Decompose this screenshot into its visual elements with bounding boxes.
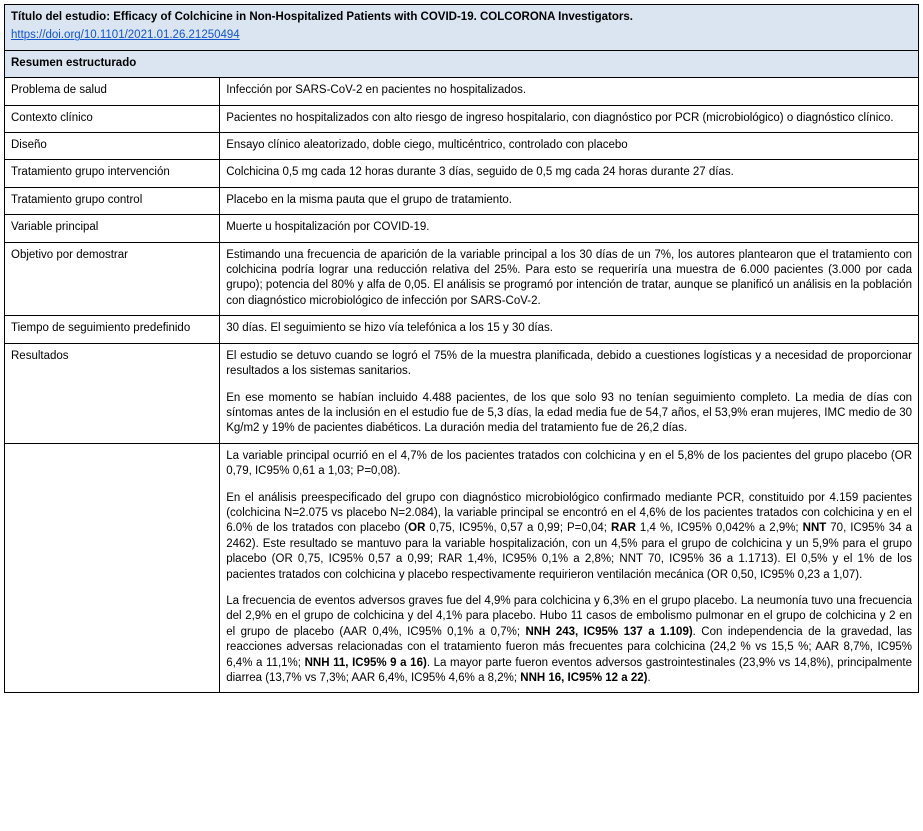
table-row xyxy=(5,443,919,693)
row-label-problema-de-salud: Problema de salud xyxy=(5,78,220,105)
row-content-problema-de-salud xyxy=(220,78,919,105)
table-row-title xyxy=(5,5,919,51)
paragraph: Placebo en la misma pauta que el grupo de tratamiento. xyxy=(226,193,512,206)
table-row xyxy=(5,187,919,214)
table-row-section-heading xyxy=(5,50,919,77)
text-run: . xyxy=(647,672,651,684)
paragraph: 30 días. El seguimiento se hizo vía telefónica a los 15 y 30 días. xyxy=(226,322,553,335)
table-row xyxy=(5,215,919,242)
study-title-cell xyxy=(5,5,919,51)
table-row xyxy=(5,316,919,343)
paragraph: La variable principal ocurrió en el 4,7% de los pacientes tratados con colchicina y en el 5,8% de los pacientes del grupo placebo (OR 0,79, IC95% 0,61 a 1,03; P=0,08). xyxy=(226,449,912,478)
text-run: En el análisis preespecificado del grupo con diagnóstico microbiológico confirmado mediante PCR, constituido por 4.159 pacientes (colchicina N=2.075 vs placebo N=2.084), la variable principal se encontró en el 4,6% de los pacientes tratados con colchicina y en el 6.0% de los tratados con placebo ( xyxy=(226,491,912,535)
text-run-bold: OR xyxy=(408,522,426,535)
structured-summary-table xyxy=(4,4,919,693)
row-label-tratamiento-grupo-control: Tratamiento grupo control xyxy=(5,187,220,214)
table-row xyxy=(5,343,919,443)
paragraph xyxy=(226,594,912,686)
table-row xyxy=(5,105,919,132)
section-heading-cell: Resumen estructurado xyxy=(5,50,919,77)
row-content-resultados xyxy=(220,343,919,443)
row-label-contexto-clinico: Contexto clínico xyxy=(5,105,220,132)
doi-link[interactable]: https://doi.org/10.1101/2021.01.26.21250494 xyxy=(11,29,240,42)
paragraph xyxy=(226,491,912,583)
row-content-resultados-continued xyxy=(220,443,919,693)
row-label-objetivo-por-demostrar: Objetivo por demostrar xyxy=(5,242,220,316)
paragraph: Estimando una frecuencia de aparición de la variable principal a los 30 días de un 7%, los autores plantearon que el tratamiento con colchicina podría lograr una reducción relativa del 25%. Para esto se requeriría una muestra de 6.000 pacientes (3.000 por cada grupo); potencia del 80% y alfa de 0,05. El análisis se programó por intención de tratar, aunque se planificó un análisis en la población con diagnóstico microbiológico de infección por SARS-CoV-2. xyxy=(226,248,912,307)
text-run-bold: NNT xyxy=(802,522,827,535)
paragraph: Ensayo clínico aleatorizado, doble ciego, multicéntrico, controlado con placebo xyxy=(226,139,628,152)
table-row xyxy=(5,160,919,187)
text-run-bold: NNH 11, IC95% 9 a 16) xyxy=(304,656,427,669)
text-run-bold: NNH 243, IC95% 137 a 1.109) xyxy=(525,625,693,638)
text-run: . Con independencia de la gravedad, las reacciones adversas relacionadas con el tratamiento fueron más frecuentes para colchicina (24,2 % vs 15,5 %; AAR 8,7%, IC95% 6,4% a 11,1%; xyxy=(226,625,913,669)
table-row xyxy=(5,78,919,105)
row-content-tratamiento-grupo-intervencion xyxy=(220,160,919,187)
row-label-resultados-continued xyxy=(5,443,220,693)
row-label-tiempo-de-seguimiento: Tiempo de seguimiento predefinido xyxy=(5,316,220,343)
row-label-diseno: Diseño xyxy=(5,133,220,160)
table-row xyxy=(5,242,919,316)
table-row xyxy=(5,133,919,160)
row-content-tratamiento-grupo-control xyxy=(220,187,919,214)
paragraph: El estudio se detuvo cuando se logró el 75% de la muestra planificada, debido a cuestiones logísticas y a necesidad de proporcionar resultados a los sistemas sanitarios. xyxy=(226,349,912,378)
text-run-bold: RAR xyxy=(610,522,636,535)
study-title-text: Título del estudio: Efficacy of Colchicine in Non-Hospitalized Patients with COVID-19. COLCORONA Investigators. xyxy=(11,11,633,23)
row-content-variable-principal xyxy=(220,215,919,242)
row-content-diseno xyxy=(220,133,919,160)
text-run: 70, IC95% 34 a 2462). Este resultado se mantuvo para la variable hospitalización, con un 4,5% para el grupo de colchicina y un 5,9% para el grupo placebo (OR 0,75, IC95% 0,57 a 0,99; RAR 1,4%, IC95% 0,1% a 2,8%; NNT 70, IC95% 36 a 1.1713). El 0,5% y el 1% de los pacientes tratados con colchicina y placebo respectivamente requirieron ventilación mecánica (OR 0,50, IC95% 0,23 a 1,07). xyxy=(226,522,912,581)
row-label-tratamiento-grupo-intervencion: Tratamiento grupo intervención xyxy=(5,160,220,187)
row-content-contexto-clinico xyxy=(220,105,919,132)
row-content-tiempo-de-seguimiento xyxy=(220,316,919,343)
paragraph: Pacientes no hospitalizados con alto riesgo de ingreso hospitalario, con diagnóstico por PCR (microbiológico) o diagnóstico clínico. xyxy=(226,111,894,124)
row-label-variable-principal: Variable principal xyxy=(5,215,220,242)
paragraph: Colchicina 0,5 mg cada 12 horas durante 3 días, seguido de 0,5 mg cada 24 horas durante 27 días. xyxy=(226,166,734,179)
row-content-objetivo-por-demostrar xyxy=(220,242,919,316)
paragraph: Muerte u hospitalización por COVID-19. xyxy=(226,221,430,234)
paragraph: En ese momento se habían incluido 4.488 pacientes, de los que solo 93 no tenían seguimiento completo. La media de días con síntomas antes de la inclusión en el estudio fue de 5,3 días, la edad media fue de 54,7 años, el 53,9% eran mujeres, IMC medio de 30 Kg/m2 y 19% de pacientes diabéticos. La duración media del tratamiento fue de 26,2 días. xyxy=(226,391,912,435)
text-run: 0,75, IC95%, 0,57 a 0,99; P=0,04; xyxy=(425,522,611,535)
row-label-resultados: Resultados xyxy=(5,343,220,443)
text-run: 1,4 %, IC95% 0,042% a 2,9%; xyxy=(635,522,803,535)
paragraph: Infección por SARS-CoV-2 en pacientes no hospitalizados. xyxy=(226,84,527,97)
text-run: La frecuencia de eventos adversos graves fue del 4,9% para colchicina y 6,3% en el grupo placebo. La neumonía tuvo una frecuencia del 2,9% en el grupo de colchicina y del 4,1% para placebo. Hubo 11 casos de embolismo pulmonar en el grupo de colchicina y 2 en el grupo de placebo (AAR 0,4%, IC95% 0,1% a 0,7%; xyxy=(226,594,912,638)
text-run: . La mayor parte fueron eventos adversos gastrointestinales (23,9% vs 14,8%), principalmente diarrea (13,7% vs 7,3%; AAR 6,4%, IC95% 4,6% a 8,2%; xyxy=(226,656,912,684)
text-run-bold: NNH 16, IC95% 12 a 22) xyxy=(520,672,648,684)
